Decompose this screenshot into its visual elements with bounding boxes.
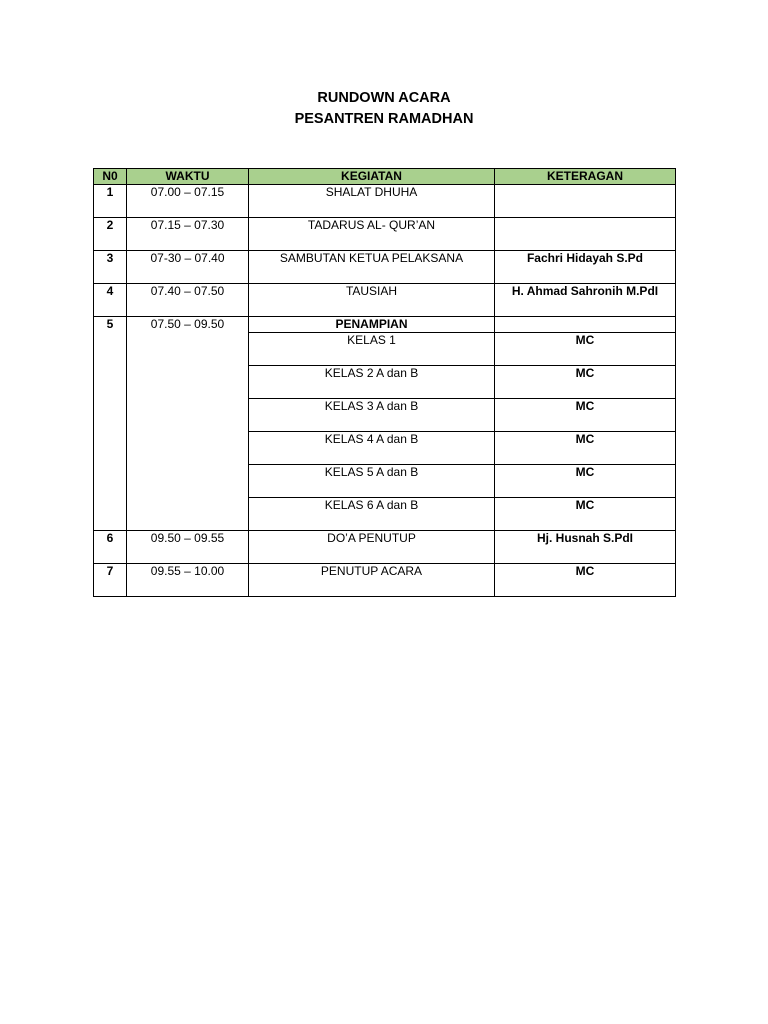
cell-no: 7 bbox=[94, 564, 127, 597]
title-line-2: PESANTREN RAMADHAN bbox=[294, 111, 474, 127]
cell-kegiatan: DO’A PENUTUP bbox=[249, 531, 495, 564]
cell-kegiatan-heading: PENAMPIAN bbox=[249, 317, 495, 333]
document-title bbox=[0, 88, 768, 130]
cell-waktu: 09.55 – 10.00 bbox=[127, 564, 249, 597]
table-row bbox=[94, 218, 676, 251]
header-waktu: WAKTU bbox=[127, 169, 249, 185]
cell-waktu: 09.50 – 09.55 bbox=[127, 531, 249, 564]
cell-kegiatan: PENUTUP ACARA bbox=[249, 564, 495, 597]
cell-kegiatan: TADARUS AL- QUR’AN bbox=[249, 218, 495, 251]
cell-kegiatan: TAUSIAH bbox=[249, 284, 495, 317]
cell-keterangan: H. Ahmad Sahronih M.PdI bbox=[495, 284, 676, 317]
cell-keterangan: Hj. Husnah S.PdI bbox=[495, 531, 676, 564]
cell-keterangan bbox=[495, 185, 676, 218]
cell-kegiatan: KELAS 1 bbox=[249, 333, 495, 366]
cell-kegiatan: KELAS 3 A dan B bbox=[249, 399, 495, 432]
cell-no: 4 bbox=[94, 284, 127, 317]
cell-waktu: 07.50 – 09.50 bbox=[127, 317, 249, 531]
cell-kegiatan: KELAS 4 A dan B bbox=[249, 432, 495, 465]
table-row bbox=[94, 284, 676, 317]
header-kegiatan: KEGIATAN bbox=[249, 169, 495, 185]
table-row bbox=[94, 531, 676, 564]
cell-waktu: 07.00 – 07.15 bbox=[127, 185, 249, 218]
header-keterangan: KETERAGAN bbox=[495, 169, 676, 185]
cell-keterangan: MC bbox=[495, 333, 676, 366]
title-line-1: RUNDOWN ACARA bbox=[317, 90, 451, 106]
cell-keterangan: MC bbox=[495, 465, 676, 498]
cell-waktu: 07-30 – 07.40 bbox=[127, 251, 249, 284]
cell-no: 5 bbox=[94, 317, 127, 531]
cell-keterangan: MC bbox=[495, 432, 676, 465]
cell-keterangan: Fachri Hidayah S.Pd bbox=[495, 251, 676, 284]
cell-keterangan: MC bbox=[495, 498, 676, 531]
table-row bbox=[94, 185, 676, 218]
cell-kegiatan: SAMBUTAN KETUA PELAKSANA bbox=[249, 251, 495, 284]
table-header-row bbox=[94, 169, 676, 185]
cell-keterangan bbox=[495, 317, 676, 333]
cell-no: 2 bbox=[94, 218, 127, 251]
cell-no: 3 bbox=[94, 251, 127, 284]
cell-keterangan: MC bbox=[495, 564, 676, 597]
cell-keterangan: MC bbox=[495, 366, 676, 399]
cell-kegiatan: KELAS 5 A dan B bbox=[249, 465, 495, 498]
cell-no: 1 bbox=[94, 185, 127, 218]
header-no: N0 bbox=[94, 169, 127, 185]
cell-no: 6 bbox=[94, 531, 127, 564]
cell-kegiatan: KELAS 6 A dan B bbox=[249, 498, 495, 531]
rundown-table bbox=[93, 168, 676, 597]
cell-keterangan bbox=[495, 218, 676, 251]
table-row bbox=[94, 251, 676, 284]
table-row-group-heading bbox=[94, 317, 676, 333]
table-row bbox=[94, 564, 676, 597]
cell-waktu: 07.15 – 07.30 bbox=[127, 218, 249, 251]
cell-kegiatan: SHALAT DHUHA bbox=[249, 185, 495, 218]
cell-kegiatan: KELAS 2 A dan B bbox=[249, 366, 495, 399]
cell-waktu: 07.40 – 07.50 bbox=[127, 284, 249, 317]
cell-keterangan: MC bbox=[495, 399, 676, 432]
